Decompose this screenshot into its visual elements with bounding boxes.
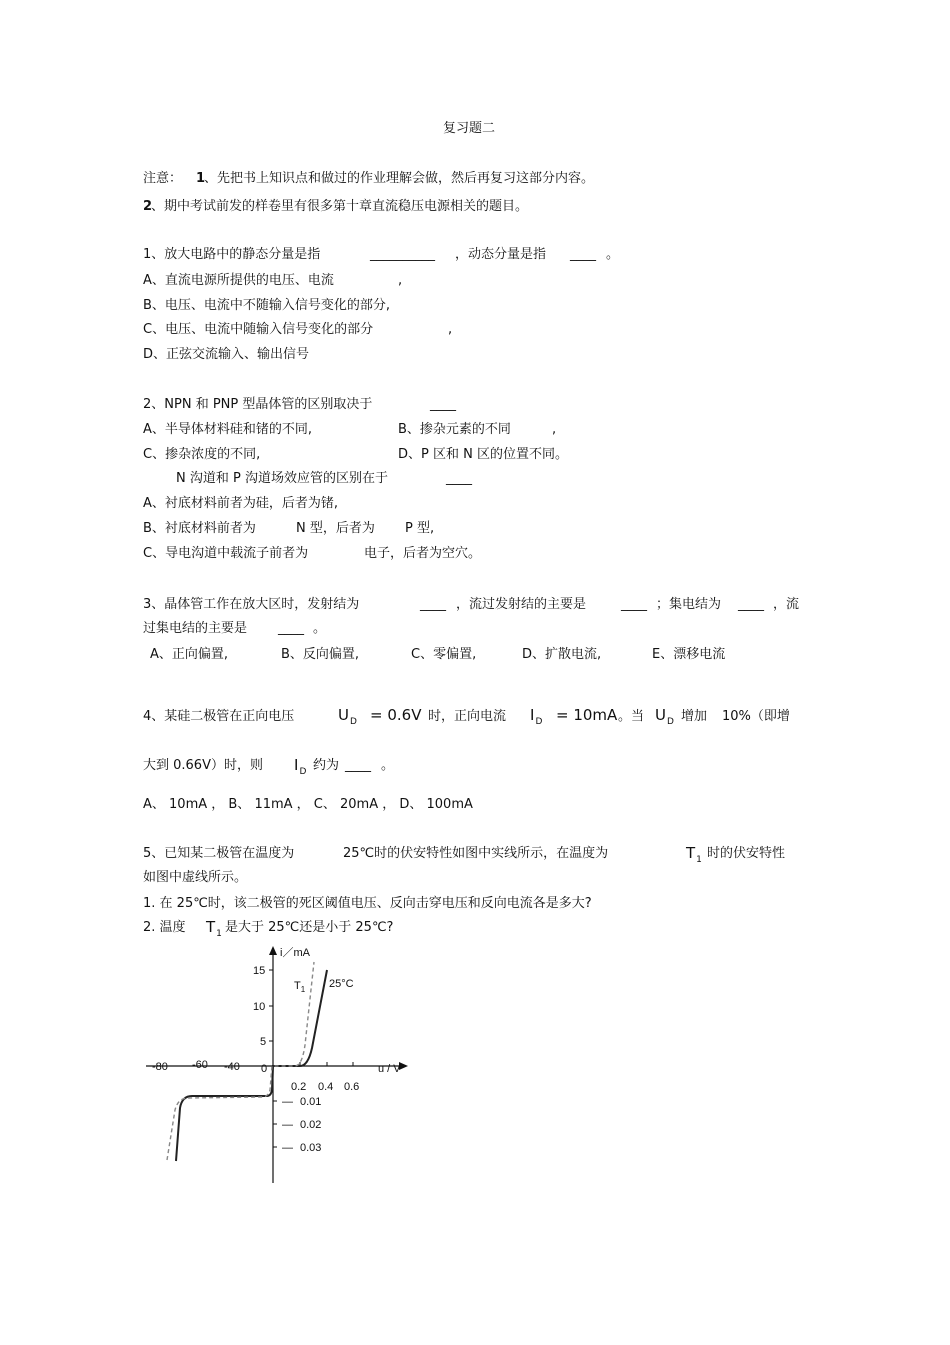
series-25c-label: 25°C	[329, 978, 354, 990]
q4-id-symbol: $I_D$	[530, 706, 543, 727]
iv-characteristic-chart	[140, 940, 420, 1190]
y-axis-label: i／mA	[280, 947, 310, 959]
x-tick-label-02: 0.2	[291, 1081, 307, 1093]
q5-sub-question-1: 1. 在 25℃时，该二极管的死区阈值电压、反向击穿电压和反向电流各是多大?	[143, 896, 592, 911]
q5-stem-b: 时的伏安特性	[707, 846, 786, 861]
q2-sub-option-a: A、衬底材料前者为硅，后者为锗,	[143, 496, 339, 511]
q2-blank-b: ____	[446, 471, 472, 486]
q2-option-b: B、掺杂元素的不同	[398, 422, 511, 437]
q3-blank-a: ____	[420, 597, 446, 612]
q3-blank-c: ____	[738, 597, 764, 612]
q5-temp: 25℃时的伏安特性如图中实线所示，在温度为	[343, 846, 609, 861]
q4-id2-symbol: $I_D$	[294, 756, 307, 777]
q2-option-d: D、P 区和 N 区的位置不同。	[398, 447, 568, 462]
q3-option-e: E、漂移电流	[652, 647, 726, 662]
q4-blank: ____	[345, 758, 371, 773]
y-dash-001: —	[282, 1096, 293, 1108]
y-axis-arrow	[269, 946, 277, 955]
q5-sub-question-2-a: 2. 温度	[143, 920, 186, 935]
q2-option-a: A、半导体材料硅和锗的不同,	[143, 422, 313, 437]
q2-sub-option-b-a: B、衬底材料前者为	[143, 521, 256, 536]
series-t1-label: $T_1$	[294, 980, 306, 994]
notes-label: 注意：	[143, 171, 183, 186]
x-tick-label-neg40: -40	[224, 1061, 240, 1073]
y-dash-002: —	[282, 1119, 293, 1131]
q2-sub-stem: N 沟道和 P 沟道场效应管的区别在于	[176, 471, 388, 486]
x-axis-label: u / V	[378, 1063, 401, 1075]
q5-t1-symbol: $T_1$	[686, 844, 702, 865]
q1-blank-b: ____	[570, 247, 596, 262]
q3-stem-b: ，流过发射结的主要是	[456, 597, 587, 612]
q1-stem: 1、放大电路中的静态分量是指	[143, 247, 321, 262]
q3-blank-b: ____	[621, 597, 647, 612]
q4-ud-symbol: $U_D$	[338, 706, 357, 727]
y-tick-label-002: 0.02	[300, 1119, 322, 1131]
q4-line2-end: 。	[381, 758, 395, 773]
x-tick-label-0: 0	[261, 1063, 268, 1075]
q1-option-a-comma: ,	[398, 273, 403, 288]
q2-blank-a: ____	[430, 397, 456, 412]
q2-sub-option-b-b: N 型，后者为	[296, 521, 375, 536]
x-tick-label-neg60: -60	[192, 1059, 208, 1071]
q3-option-a: A、正向偏置,	[150, 647, 229, 662]
y-tick-label-001: 0.01	[300, 1096, 322, 1108]
q4-ud-value: = 0.6V	[370, 706, 422, 724]
q1-option-b: B、电压、电流中不随输入信号变化的部分,	[143, 298, 391, 313]
q2-sub-option-c-a: C、导电沟道中载流子前者为	[143, 546, 309, 561]
q1-stem-end: 。	[606, 247, 620, 262]
y-tick-label-5: 5	[260, 1036, 267, 1048]
q2-sub-option-c-b: 电子，后者为空穴。	[364, 546, 482, 561]
q3-stem: 3、晶体管工作在放大区时，发射结为	[143, 597, 360, 612]
q3-stem-d: ，流	[773, 597, 800, 612]
q3-line2-end: 。	[313, 621, 327, 636]
q1-option-c-comma: ,	[448, 322, 453, 337]
q5-sub2-t1-symbol: $T_1$	[206, 918, 222, 939]
q4-line2: 大到 0.66V）时，则	[143, 758, 263, 773]
note-1-number: 1	[196, 171, 206, 186]
q1-option-c: C、电压、电流中随输入信号变化的部分	[143, 322, 374, 337]
q3-option-b: B、反向偏置,	[281, 647, 360, 662]
q4-stem: 4、某硅二极管在正向电压	[143, 709, 295, 724]
y-tick-label-003: 0.03	[300, 1142, 322, 1154]
q4-ud2-symbol: $U_D$	[655, 706, 674, 727]
q5-stem: 5、已知某二极管在温度为	[143, 846, 295, 861]
q5-sub-question-2-b: 是大于 25℃还是小于 25℃?	[225, 920, 394, 935]
q1-stem-b: ，动态分量是指	[455, 247, 547, 262]
q4-stem-b: 时，正向电流	[428, 709, 507, 724]
page-title: 复习题二	[443, 121, 496, 136]
q2-sub-option-b-c: P 型,	[405, 521, 435, 536]
y-tick-label-15: 15	[253, 965, 266, 977]
q4-stem-d: 增加	[681, 709, 708, 724]
q3-option-d: D、扩散电流,	[522, 647, 602, 662]
note-2-text: 、期中考试前发的样卷里有很多第十章直流稳压电源相关的题目。	[151, 199, 529, 214]
note-1-text: 、先把书上知识点和做过的作业理解会做，然后再复习这部分内容。	[204, 171, 595, 186]
q1-option-a: A、直流电源所提供的电压、电流	[143, 273, 334, 288]
q3-blank-d: ____	[278, 621, 304, 636]
y-tick-label-10: 10	[253, 1001, 266, 1013]
q3-option-c: C、零偏置,	[411, 647, 477, 662]
x-tick-label-neg80: -80	[152, 1061, 168, 1073]
q4-options: A、 10mA ， B、 11mA ， C、 20mA ， D、 100mA	[143, 797, 473, 812]
q2-option-b-comma: ,	[552, 422, 557, 437]
q4-stem-c: 。当	[618, 709, 645, 724]
q1-option-d: D、正弦交流输入、输出信号	[143, 347, 310, 362]
q1-blank-a: __________	[370, 247, 435, 262]
x-tick-label-04: 0.4	[318, 1081, 334, 1093]
q2-option-c: C、掺杂浓度的不同,	[143, 447, 261, 462]
q3-line2: 过集电结的主要是	[143, 621, 248, 636]
q4-id-value: = 10mA	[556, 706, 618, 724]
q3-stem-c: ；集电结为	[656, 597, 722, 612]
x-tick-label-06: 0.6	[344, 1081, 360, 1093]
q4-percent: 10%（即增	[722, 709, 790, 724]
q5-line2: 如图中虚线所示。	[143, 870, 248, 885]
q2-stem: 2、NPN 和 PNP 型晶体管的区别取决于	[143, 397, 373, 412]
y-dash-003: —	[282, 1142, 293, 1154]
note-2-number: 2	[143, 199, 153, 214]
q4-line2-b: 约为	[313, 758, 340, 773]
